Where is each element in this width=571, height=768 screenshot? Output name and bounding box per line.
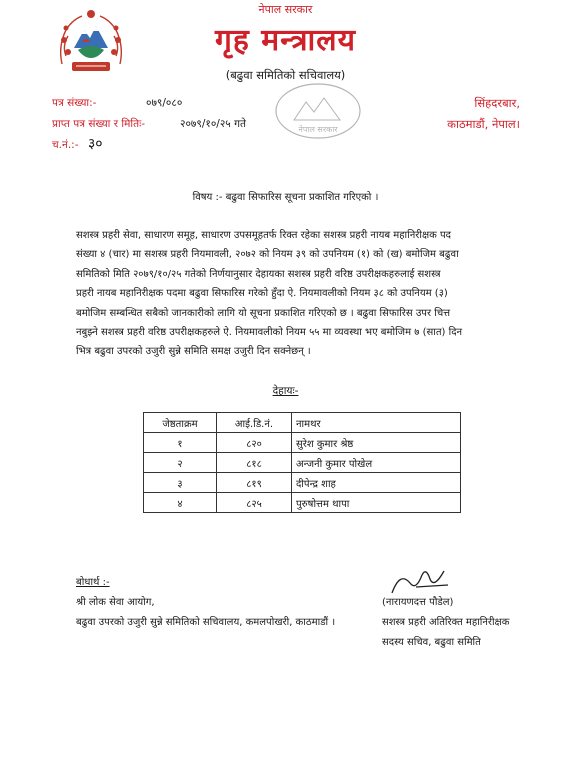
- dispatch-value: ३०: [88, 136, 103, 152]
- cell-id: ८१९: [217, 473, 292, 493]
- recommended-officers-table: [143, 412, 461, 513]
- cc-line-2: बढुवा उपरको उजुरी सुन्ने समितिको सचिवालय, कमलपोखरी, काठमाडौं ।: [76, 617, 336, 628]
- received-value: २०७९/१०/२५ गते: [180, 118, 246, 130]
- location-line-1: सिंहदरबार,: [474, 96, 520, 110]
- cell-seniority: ४: [144, 493, 217, 513]
- cell-id: ८२०: [217, 433, 292, 453]
- letter-number-label: पत्र संख्या:-: [52, 97, 97, 109]
- body-line: समितिको मिति २०७९/१०/२५ गतेको निर्णयानुसार देहायका सशस्त्र प्रहरी वरिष्ठ उपरीक्षकहरुलाई सशस्त्र: [76, 268, 441, 280]
- dispatch-label: च.नं.:-: [52, 139, 79, 151]
- table-row: [144, 433, 461, 453]
- cc-label: बोधार्थ :-: [76, 577, 110, 588]
- cell-name: सुरेश कुमार श्रेष्ठ: [292, 433, 461, 453]
- table-row: [144, 473, 461, 493]
- subject-line: विषय :- बढुवा सिफारिस सूचना प्रकाशित गरिएको ।: [192, 192, 379, 203]
- signatory-name: (नारायणदत्त पौडेल): [382, 597, 454, 608]
- dehay-heading: देहायः-: [272, 385, 299, 397]
- cell-name: दीपेन्द्र शाह: [292, 473, 461, 493]
- government-name: नेपाल सरकार: [258, 3, 313, 16]
- cell-name: अन्जनी कुमार पोखेल: [292, 453, 461, 473]
- body-line: बमोजिम सम्बन्धित सबैको जानकारीको लागि यो सूचना प्रकाशित गरिएको छ । बढुवा सिफारिस उपर चित्त: [76, 307, 451, 319]
- notice-body: [76, 226, 496, 362]
- cc-line-1: श्री लोक सेवा आयोग,: [76, 597, 155, 608]
- location-line-2: काठमाडौं, नेपाल।: [447, 117, 520, 131]
- body-line: नबुझ्ने सशस्त्र प्रहरी वरिष्ठ उपरीक्षकहरुले ऐ. नियमावलीको नियम ५५ मा व्यवस्था भए बमोजिम ७ (सात) दिन: [76, 327, 463, 339]
- cell-seniority: १: [144, 433, 217, 453]
- cell-id: ८१८: [217, 453, 292, 473]
- letter-number-value: ०७९/०८०: [146, 97, 183, 109]
- ministry-title: गृह मन्त्रालय: [214, 23, 357, 58]
- cell-seniority: २: [144, 453, 217, 473]
- body-line: संख्या ४ (चार) मा सशस्त्र प्रहरी नियमावली, २०७२ को नियम ३९ को उपनियम (१) को (ख) बमोजिम बढुवा: [76, 249, 459, 261]
- table-row: [144, 453, 461, 473]
- cell-seniority: ३: [144, 473, 217, 493]
- official-stamp: [272, 80, 364, 142]
- received-label: प्राप्त पत्र संख्या र मितिः-: [52, 118, 145, 130]
- body-line: भित्र बढुवा उपरको उजुरी सुन्ने समिति समक्ष उजुरी दिन सक्नेछन् ।: [76, 346, 311, 358]
- signatory-role: सदस्य सचिव, बढुवा समिति: [382, 637, 481, 648]
- cell-name: पुरुषोत्तम थापा: [292, 493, 461, 513]
- stamp-text: नेपाल सरकार: [298, 125, 338, 134]
- column-header-name: नामथर: [292, 413, 461, 433]
- cell-id: ८२५: [217, 493, 292, 513]
- body-line: सशस्त्र प्रहरी सेवा, साधारण समूह, साधारण उपसमूहतर्फ रिक्त रहेका सशस्त्र प्रहरी नायब महानिरीक्षक पद: [76, 230, 451, 241]
- column-header-id: आई.डि.नं.: [217, 413, 292, 433]
- table-row: [144, 493, 461, 513]
- column-header-seniority: जेष्ठताक्रम: [144, 413, 217, 433]
- signatory-title: सशस्त्र प्रहरी अतिरिक्त महानिरीक्षक: [382, 617, 510, 628]
- secretariat-subtitle: (बढुवा समितिको सचिवालय): [225, 68, 346, 82]
- body-line: प्रहरी नायब महानिरीक्षक पदमा बढुवा सिफारिस गरेको हुँदा ऐ. नियमावलीको नियम ३८ को उपनियम (३): [76, 288, 448, 300]
- table-header-row: [144, 413, 461, 433]
